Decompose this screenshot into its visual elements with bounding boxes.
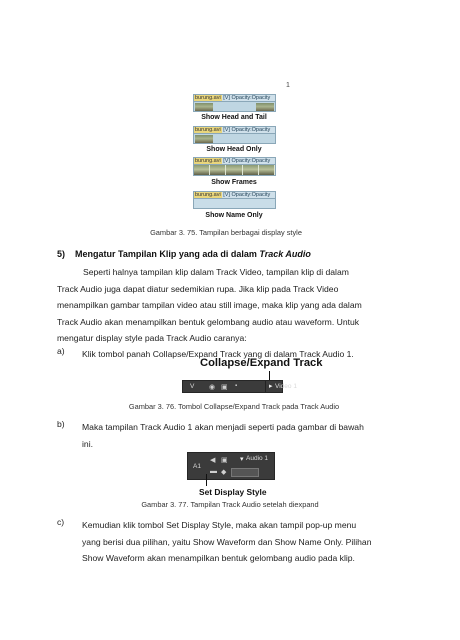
step-a-marker: a) [57,346,65,356]
section-number: 5) [57,249,66,259]
para-line: Track Audio akan menampilkan bentuk gelombang audio atau waveform. Untuk [57,316,360,327]
collapse-expand-arrow-icon[interactable]: ▸ [269,383,273,390]
clip-effect: Opacity:Opacity [231,95,271,101]
clip-header-frames [193,157,276,165]
para-line: Track Audio juga dapat diatur sedemikian rupa. Jika klip pada Track Video [57,283,339,294]
para-line: Maka tampilan Track Audio 1 akan menjadi seperti pada gambar di bawah [82,422,364,432]
eye-icon: ◉ [209,384,216,391]
para-line: Kemudian klik tombol Set Display Style, maka akan tampil pop-up menu [82,520,357,530]
step-a-text: Klik tombol panah Collapse/Expand Track yang di dalam Track Audio 1. [82,349,354,359]
figure-77-caption: Gambar 3. 77. Tampilan Track Audio setelah diexpand [141,500,319,509]
clip-track: [V] [223,127,230,133]
para-line: mengatur display style pada Track Audio caranya: [57,333,247,344]
clip-header-name-only [193,191,276,199]
section-title-italic: Track Audio [259,249,311,259]
clip-body-head-only [193,134,276,144]
para-line: Seperti halnya tampilan klip dalam Track Video, tampilan klip di dalam [83,267,349,277]
para-line: yang berisi dua pilihan, yaitu Show Waveform dan Show Name Only. Pilihan [82,536,372,547]
sync-lock-icon: ▣ [221,384,228,391]
figure-76-title: Collapse/Expand Track [200,357,323,369]
set-display-style-icon[interactable]: ▬ [210,468,217,475]
video-track-header [182,380,297,393]
head-thumbnail [195,103,213,111]
para-line: Show Waveform akan menampilkan bentuk gelombang audio pada klip. [82,553,355,564]
clip-name: burung.avi [195,158,221,164]
label-name-only: Show Name Only [205,212,263,219]
track-letter: A1 [193,463,201,470]
figure-76-caption: Gambar 3. 76. Tombol Collapse/Expand Track pada Track Audio [128,402,340,411]
clip-body-name-only [193,199,276,209]
figure-75-caption: Gambar 3. 75. Tampilan berbagai display style [150,228,302,237]
track-name: Audio 1 [246,455,269,462]
clip-name: burung.avi [195,127,221,133]
clip-track: [V] [223,158,230,164]
step-c-marker: c) [57,517,65,527]
collapse-expand-arrow-icon[interactable]: ▾ [240,456,244,463]
lock-icon: ▪ [235,383,238,389]
para-line: menampilkan gambar tampilan video atau still image, maka klip yang ada dalam [57,300,362,311]
clip-track: [V] [223,95,230,101]
clip-body-head-tail [193,102,276,112]
section-title: Mengatur Tampilan Klip yang ada di dalam [75,249,260,259]
section-heading [57,249,311,259]
track-letter: V [190,383,195,390]
keyframe-icon[interactable]: ◆ [221,469,227,476]
label-head-only: Show Head Only [206,146,262,153]
speaker-icon: ◀ [210,457,216,464]
clip-effect: Opacity:Opacity [231,127,271,133]
clip-effect: Opacity:Opacity [231,158,271,164]
label-head-tail: Show Head and Tail [201,114,267,121]
section-5-paragraph [57,264,392,347]
clip-name: burung.avi [195,192,221,198]
track-name: Video 1 [275,383,297,390]
step-b-text [82,419,392,452]
clip-effect: Opacity:Opacity [231,192,271,198]
keyframe-dropdown[interactable] [231,468,259,477]
tail-thumbnail [256,103,274,111]
clip-header-head-only [193,126,276,134]
label-frames: Show Frames [211,179,257,186]
step-b-marker: b) [57,419,65,429]
audio-track-header [187,452,275,480]
sync-lock-icon: ▣ [221,457,228,464]
clip-header-head-tail [193,94,276,102]
figure-77-title: Set Display Style [199,487,267,497]
page-mark: 1 [286,82,290,89]
pointer-line [206,474,207,486]
head-thumbnail [195,135,213,143]
step-c-text [82,517,392,567]
divider [265,381,266,392]
clip-track: [V] [223,192,230,198]
clip-body-frames [193,165,276,176]
clip-name: burung.avi [195,95,221,101]
para-line: ini. [82,438,93,449]
